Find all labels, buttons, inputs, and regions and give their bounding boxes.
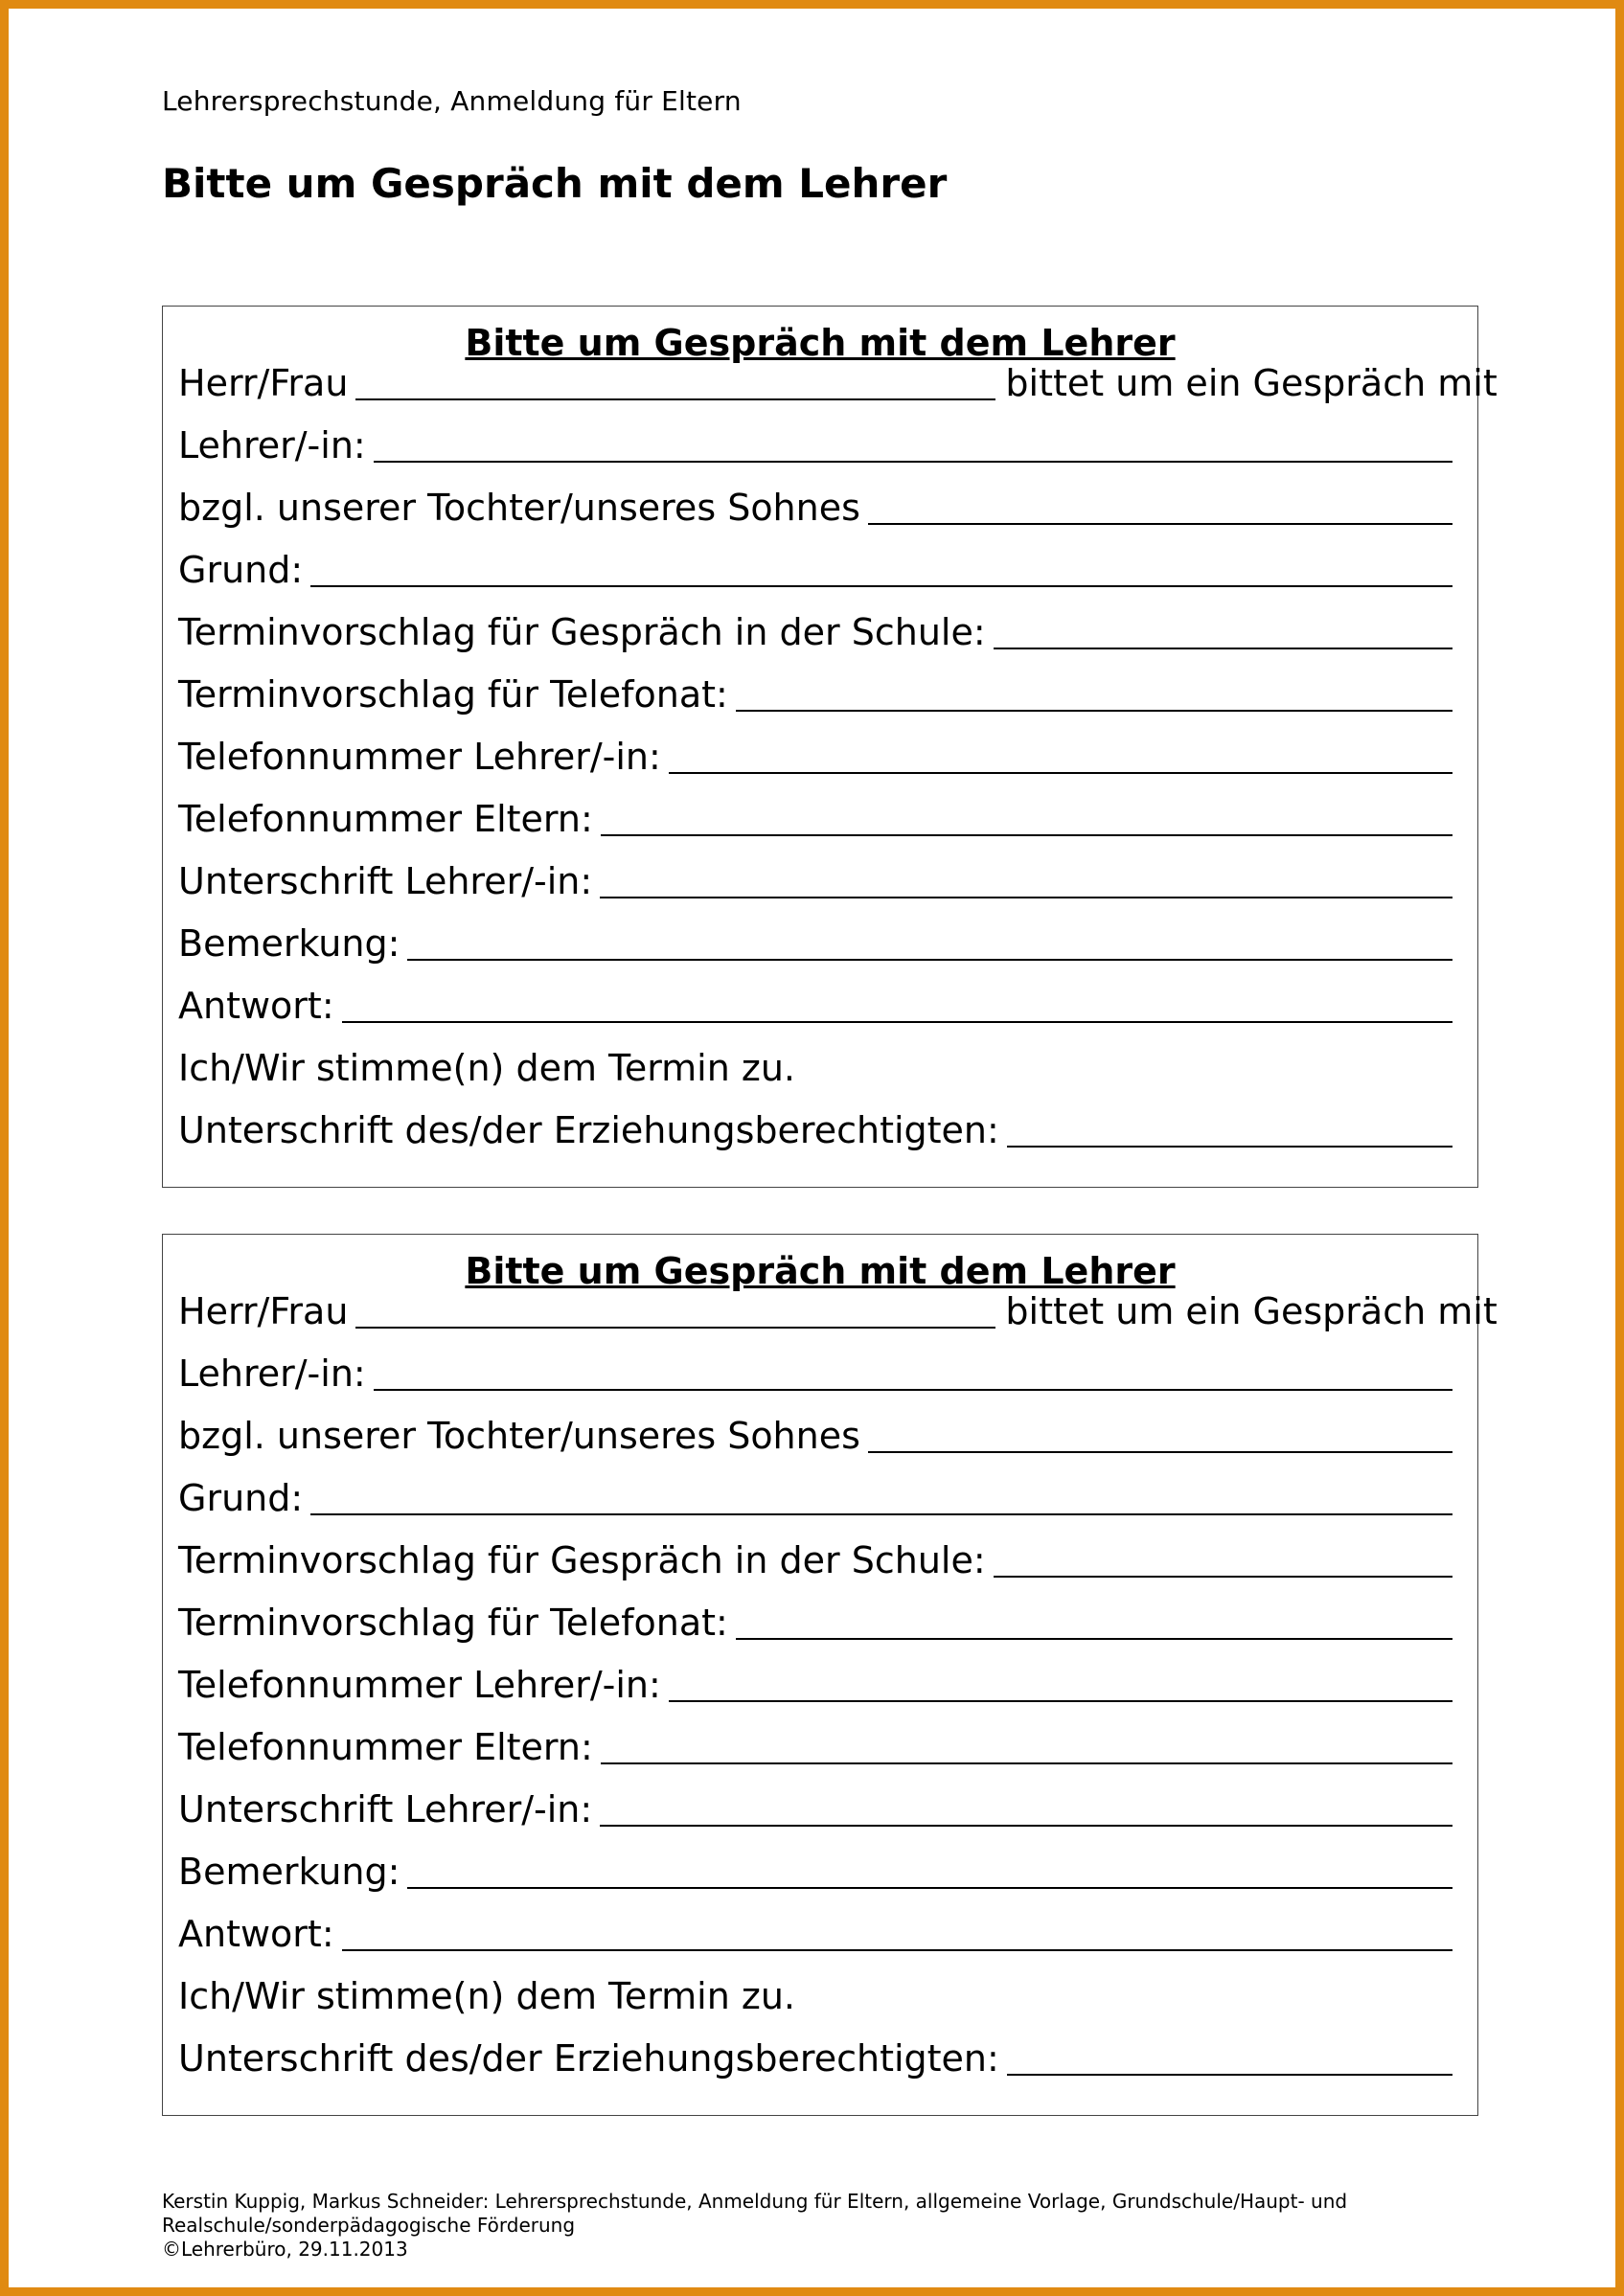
form-input-line[interactable] (868, 522, 1452, 525)
form-field-row (178, 1343, 1452, 1397)
signature-label: Unterschrift des/der Erziehungsberechtigten: (178, 2037, 999, 2080)
form-input-line[interactable] (407, 958, 1452, 961)
agreement-row (178, 1966, 1452, 2019)
form-field-label: bzgl. unserer Tochter/unseres Sohnes (178, 487, 860, 529)
form-field-label: Terminvorschlag für Gespräch in der Schule: (178, 1539, 986, 1581)
form-field-label: bzgl. unserer Tochter/unseres Sohnes (178, 1415, 860, 1457)
form-field-label: Telefonnummer Lehrer/-in: (178, 1664, 661, 1706)
name-input-line[interactable] (355, 398, 995, 400)
signature-label: Unterschrift des/der Erziehungsberechtigten: (178, 1109, 999, 1151)
form-input-line[interactable] (601, 833, 1452, 836)
form-field-label: Terminvorschlag für Telefonat: (178, 673, 728, 716)
form-input-line[interactable] (736, 1637, 1452, 1640)
document-header: Lehrersprechstunde, Anmeldung für Eltern (162, 85, 742, 117)
form-field-label: Lehrer/-in: (178, 424, 366, 466)
form-input-line[interactable] (600, 1824, 1452, 1827)
request-form-2 (162, 1234, 1498, 2116)
form-input-line[interactable] (342, 1948, 1452, 1951)
form-field-row (178, 1592, 1452, 1646)
request-form-1 (162, 306, 1498, 1188)
signature-row (178, 1100, 1452, 1153)
form-field-row (178, 1467, 1452, 1521)
footer (162, 2190, 1347, 2262)
form-field-row (178, 1654, 1452, 1708)
form-field-label: Telefonnummer Lehrer/-in: (178, 736, 661, 778)
form-field-label: Grund: (178, 1477, 304, 1519)
form-field-row (178, 539, 1452, 593)
form-field-row (178, 415, 1452, 468)
request-text: bittet um ein Gespräch mit (1005, 1290, 1498, 1332)
herr-frau-row (178, 1281, 1498, 1334)
form-field-row (178, 975, 1452, 1029)
herr-frau-label: Herr/Frau (178, 362, 349, 404)
form-field-row (178, 1779, 1452, 1832)
form-input-line[interactable] (374, 460, 1452, 463)
form-field-row (178, 726, 1452, 780)
form-field-label: Grund: (178, 549, 304, 591)
form-field-row (178, 1903, 1452, 1957)
form-field-label: Antwort: (178, 1913, 334, 1955)
form-field-label: Bemerkung: (178, 922, 400, 965)
agreement-row (178, 1037, 1452, 1091)
form-field-label: Unterschrift Lehrer/-in: (178, 1788, 593, 1830)
form-field-label: Antwort: (178, 985, 334, 1027)
form-title: Bitte um Gespräch mit dem Lehrer (465, 322, 1176, 364)
footer-copyright: ©Lehrerbüro, 29.11.2013 (162, 2238, 408, 2261)
form-field-label: Telefonnummer Eltern: (178, 798, 593, 840)
request-text: bittet um ein Gespräch mit (1005, 362, 1498, 404)
form-input-line[interactable] (868, 1450, 1452, 1453)
herr-frau-label: Herr/Frau (178, 1290, 349, 1332)
form-field-label: Telefonnummer Eltern: (178, 1726, 593, 1768)
signature-input-line[interactable] (1007, 2073, 1452, 2076)
form-field-label: Lehrer/-in: (178, 1353, 366, 1395)
form-field-label: Terminvorschlag für Telefonat: (178, 1602, 728, 1644)
form-field-row (178, 851, 1452, 904)
form-field-label: Terminvorschlag für Gespräch in der Schule: (178, 611, 986, 653)
form-input-line[interactable] (994, 647, 1452, 649)
name-input-line[interactable] (355, 1326, 995, 1329)
form-field-row (178, 788, 1452, 842)
form-input-line[interactable] (310, 1512, 1452, 1515)
footer-credit-line-2: Realschule/sonderpädagogische Förderung (162, 2214, 576, 2237)
form-title: Bitte um Gespräch mit dem Lehrer (465, 1250, 1176, 1292)
form-field-row (178, 1530, 1452, 1583)
form-field-label: Unterschrift Lehrer/-in: (178, 860, 593, 902)
document-title: Bitte um Gespräch mit dem Lehrer (162, 160, 948, 207)
agreement-text: Ich/Wir stimme(n) dem Termin zu. (178, 1975, 795, 2017)
form-field-row (178, 1405, 1452, 1459)
form-input-line[interactable] (736, 709, 1452, 712)
form-input-line[interactable] (374, 1388, 1452, 1391)
footer-credit-line-1: Kerstin Kuppig, Markus Schneider: Lehrersprechstunde, Anmeldung für Eltern, allgemeine Vorlage, Grundschule/Haupt- und (162, 2190, 1348, 2213)
form-input-line[interactable] (669, 1699, 1452, 1702)
agreement-text: Ich/Wir stimme(n) dem Termin zu. (178, 1047, 795, 1089)
signature-row (178, 2028, 1452, 2081)
form-field-row (178, 664, 1452, 717)
form-input-line[interactable] (600, 896, 1452, 898)
form-input-line[interactable] (669, 771, 1452, 774)
form-input-line[interactable] (342, 1020, 1452, 1023)
form-field-row (178, 1716, 1452, 1770)
form-field-label: Bemerkung: (178, 1851, 400, 1893)
form-field-row (178, 602, 1452, 655)
form-field-row (178, 1841, 1452, 1895)
herr-frau-row (178, 352, 1498, 406)
form-input-line[interactable] (407, 1886, 1452, 1889)
form-input-line[interactable] (994, 1575, 1452, 1578)
form-input-line[interactable] (310, 584, 1452, 587)
form-input-line[interactable] (601, 1762, 1452, 1764)
signature-input-line[interactable] (1007, 1145, 1452, 1148)
form-field-row (178, 913, 1452, 966)
form-field-row (178, 477, 1452, 531)
